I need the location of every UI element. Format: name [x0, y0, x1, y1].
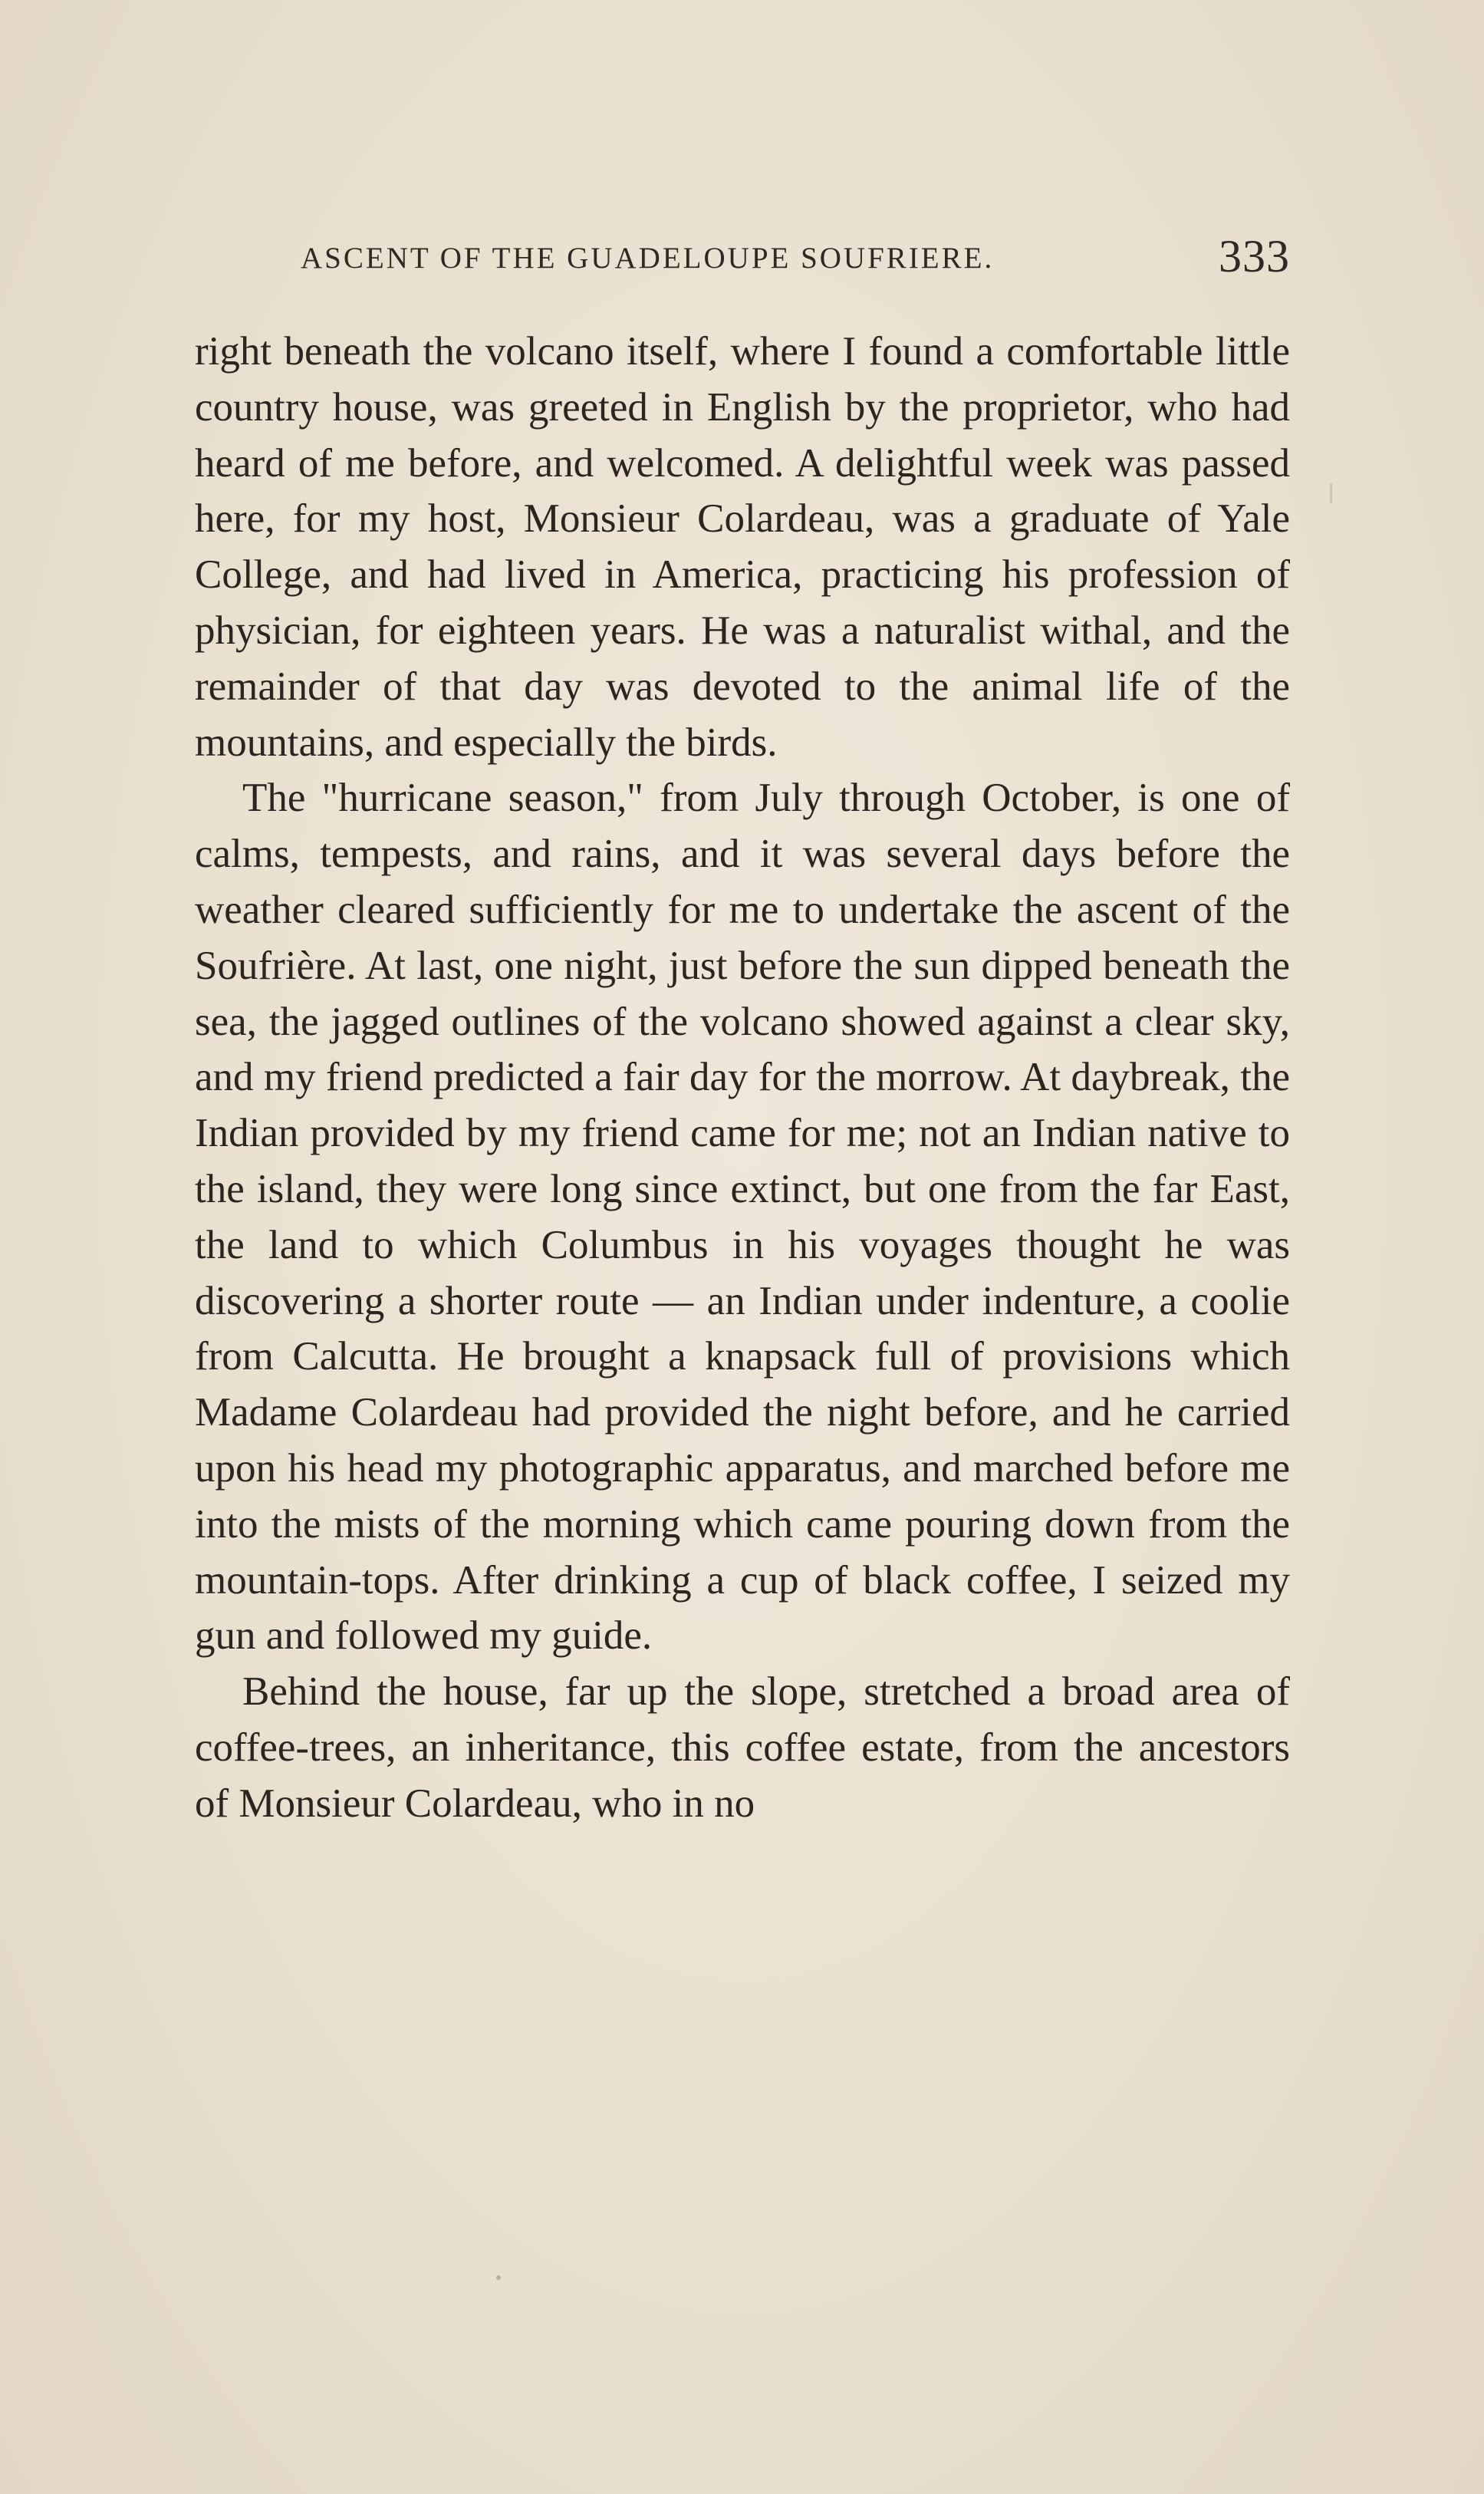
body-text — [195, 324, 1290, 1832]
running-title: ASCENT OF THE GUADELOUPE SOUFRIERE. — [301, 242, 995, 275]
paragraph-continuation: right beneath the volcano itself, where I found a comfortable little country house, was greeted in English by the proprietor, who had heard of me before, and welcomed. A delightful week was passed here, for my host, Monsieur Colardeau, was a graduate of Yale College, and had lived in America, practicing his profession of physician, for eighteen years. He was a naturalist withal, and the remainder of that day was devoted to the animal life of the mountains, and especially the birds. — [195, 329, 1290, 765]
page-header — [301, 230, 1290, 299]
paper-mark — [1330, 483, 1332, 503]
paper-fleck — [496, 2275, 501, 2280]
paragraph-hurricane-season: The "hurricane season," from July through October, is one of calms, tempests, and rains, and it was several days before the weather cleared sufficiently for me to undertake the ascent of the Soufrière. At last, one night, just before the sun dipped beneath the sea, the jagged outlines of the volcano showed against a clear sky, and my friend predicted a fair day for the morrow. At daybreak, the Indian provided by my friend came for me; not an Indian native to the island, they were long since extinct, but one from the far East, the land to which Columbus in his voyages thought he was discovering a shorter route — an Indian under indenture, a coolie from Calcutta. He brought a knapsack full of provisions which Madame Colardeau had provided the night before, and he carried upon his head my photographic apparatus, and marched before me into the mists of the morning which came pouring down from the mountain-tops. After drinking a cup of black coffee, I seized my gun and followed my guide. — [195, 776, 1290, 1659]
paragraph-coffee-estate: Behind the house, far up the slope, stretched a broad area of coffee-trees, an inheritance, this coffee estate, from the ancestors of Monsieur Colardeau, who in no — [195, 1669, 1290, 1826]
page-number: 333 — [1219, 231, 1290, 282]
